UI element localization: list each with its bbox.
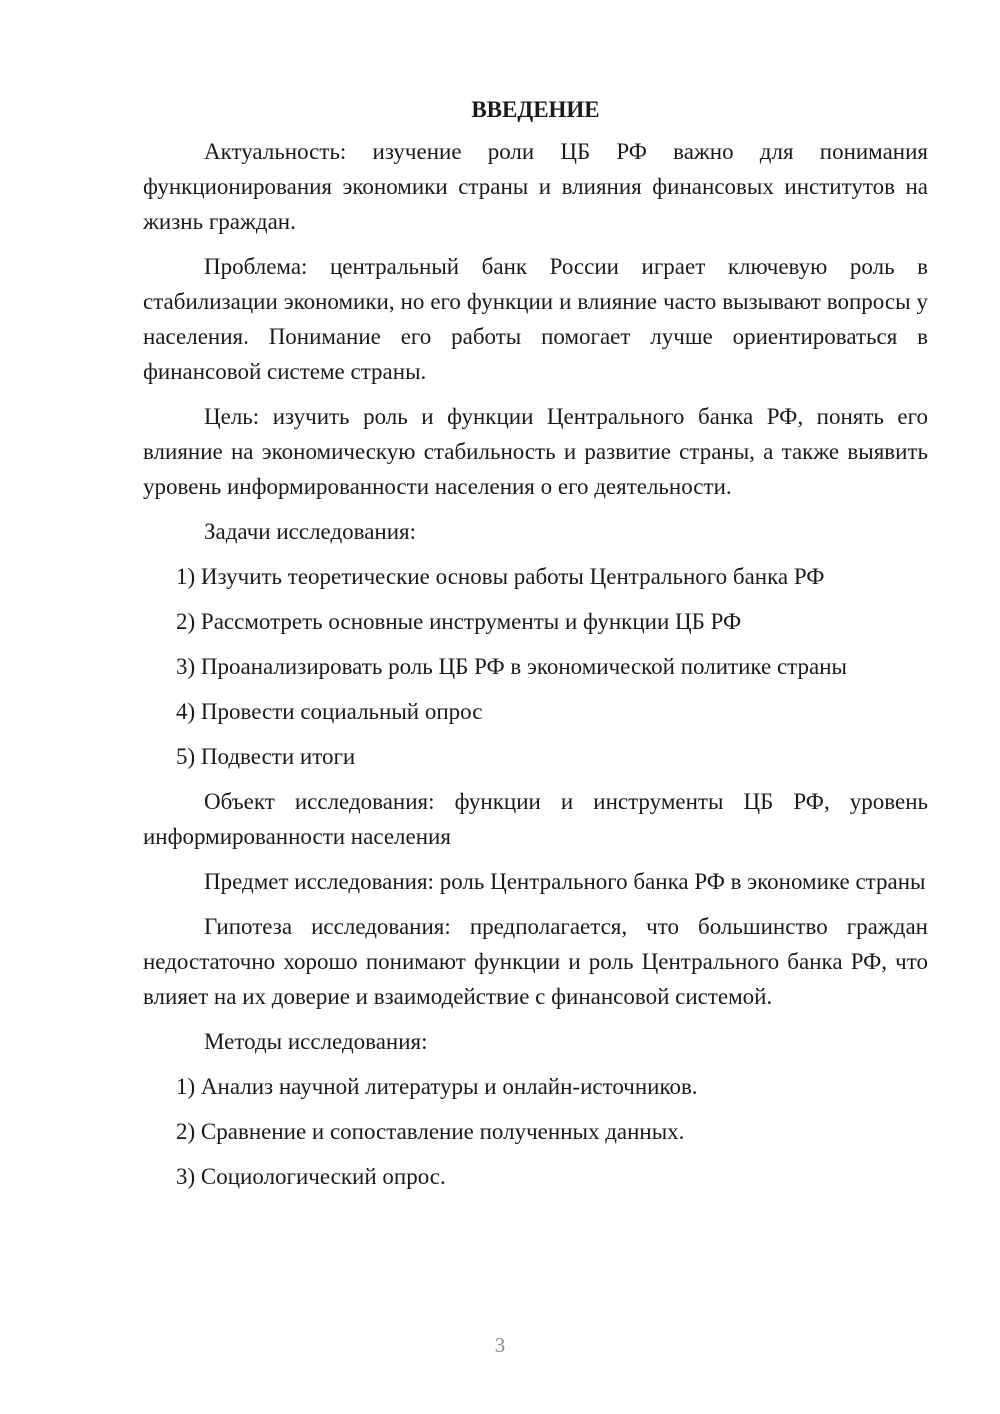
- subject-paragraph: Предмет исследования: роль Центрального банка РФ в экономике страны: [204, 869, 926, 894]
- goal-paragraph: Цель: изучить роль и функции Центрального банка РФ, понять его влияние на экономическую стабильность и развитие страны, а также выявить уровень информированности населения о его деятельности.: [143, 404, 928, 499]
- hypothesis-paragraph: Гипотеза исследования: предполагается, что большинство граждан недостаточно хорошо понимают функции и роль Центрального банка РФ, что влияет на их доверие и взаимодействие с финансовой системой.: [143, 914, 928, 1009]
- list-item: 1) Изучить теоретические основы работы Центрального банка РФ: [176, 564, 825, 589]
- problem-paragraph: Проблема: центральный банк России играет ключевую роль в стабилизации экономики, но его функции и влияние часто вызывают вопросы у населения. Понимание его работы помогает лучше ориентироваться в финансовой системе страны.: [143, 254, 928, 384]
- object-paragraph: Объект исследования: функции и инструменты ЦБ РФ, уровень информированности населения: [143, 789, 928, 849]
- methods-list: [143, 1069, 928, 1194]
- section-title: ВВЕДЕНИЕ: [471, 97, 600, 122]
- methods-heading: Методы исследования:: [204, 1029, 428, 1054]
- list-item: 3) Социологический опрос.: [176, 1164, 446, 1189]
- list-item: 5) Подвести итоги: [176, 744, 356, 769]
- relevance-paragraph: Актуальность: изучение роли ЦБ РФ важно для понимания функционирования экономики страны и влияния финансовых институтов на жизнь граждан.: [143, 139, 928, 234]
- list-item: 2) Рассмотреть основные инструменты и функции ЦБ РФ: [176, 609, 742, 634]
- document-page: [143, 92, 928, 1204]
- list-item: 4) Провести социальный опрос: [176, 699, 483, 724]
- tasks-heading: Задачи исследования:: [204, 519, 417, 544]
- list-item: 1) Анализ научной литературы и онлайн-источников.: [176, 1074, 698, 1099]
- page-number: 3: [494, 1333, 506, 1357]
- list-item: 3) Проанализировать роль ЦБ РФ в экономической политике страны: [176, 654, 847, 679]
- list-item: 2) Сравнение и сопоставление полученных данных.: [176, 1119, 685, 1144]
- tasks-list: [143, 559, 928, 774]
